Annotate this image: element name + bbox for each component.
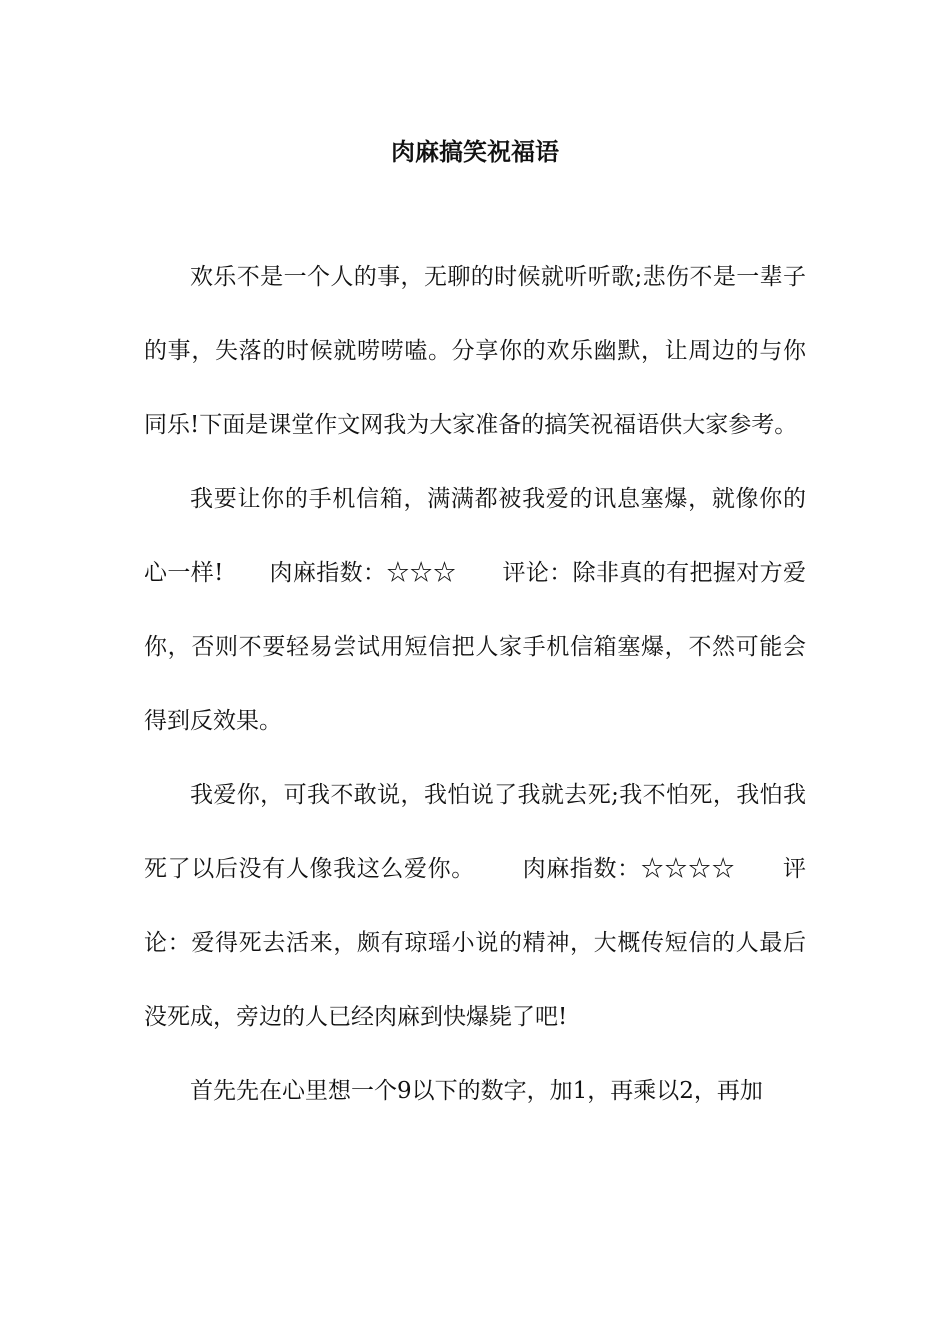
document-body — [144, 240, 806, 1128]
paragraph-message-3: 首先先在心里想一个9以下的数字，加1，再乘以2，再加 — [190, 1078, 763, 1104]
document-title: 肉麻搞笑祝福语 — [391, 137, 559, 166]
paragraph-intro: 欢乐不是一个人的事，无聊的时候就听听歌;悲伤不是一辈子的事，失落的时候就唠唠嗑。分享你的欢乐幽默，让周边的与你同乐!下面是课堂作文网我为大家准备的搞笑祝福语供大家参考。 — [144, 264, 806, 438]
paragraph-message-2: 我爱你，可我不敢说，我怕说了我就去死;我不怕死，我怕我死了以后没有人像我这么爱你。 肉麻指数：☆☆☆☆ 评论：爱得死去活来，颇有琼瑶小说的精神，大概传短信的人最后没死成，旁边的人已经肉麻到快爆毙了吧! — [144, 782, 806, 1030]
paragraph-message-1: 我要让你的手机信箱，满满都被我爱的讯息塞爆，就像你的心一样! 肉麻指数：☆☆☆ 评论：除非真的有把握对方爱你，否则不要轻易尝试用短信把人家手机信箱塞爆，不然可能会得到反效果。 — [144, 486, 806, 734]
